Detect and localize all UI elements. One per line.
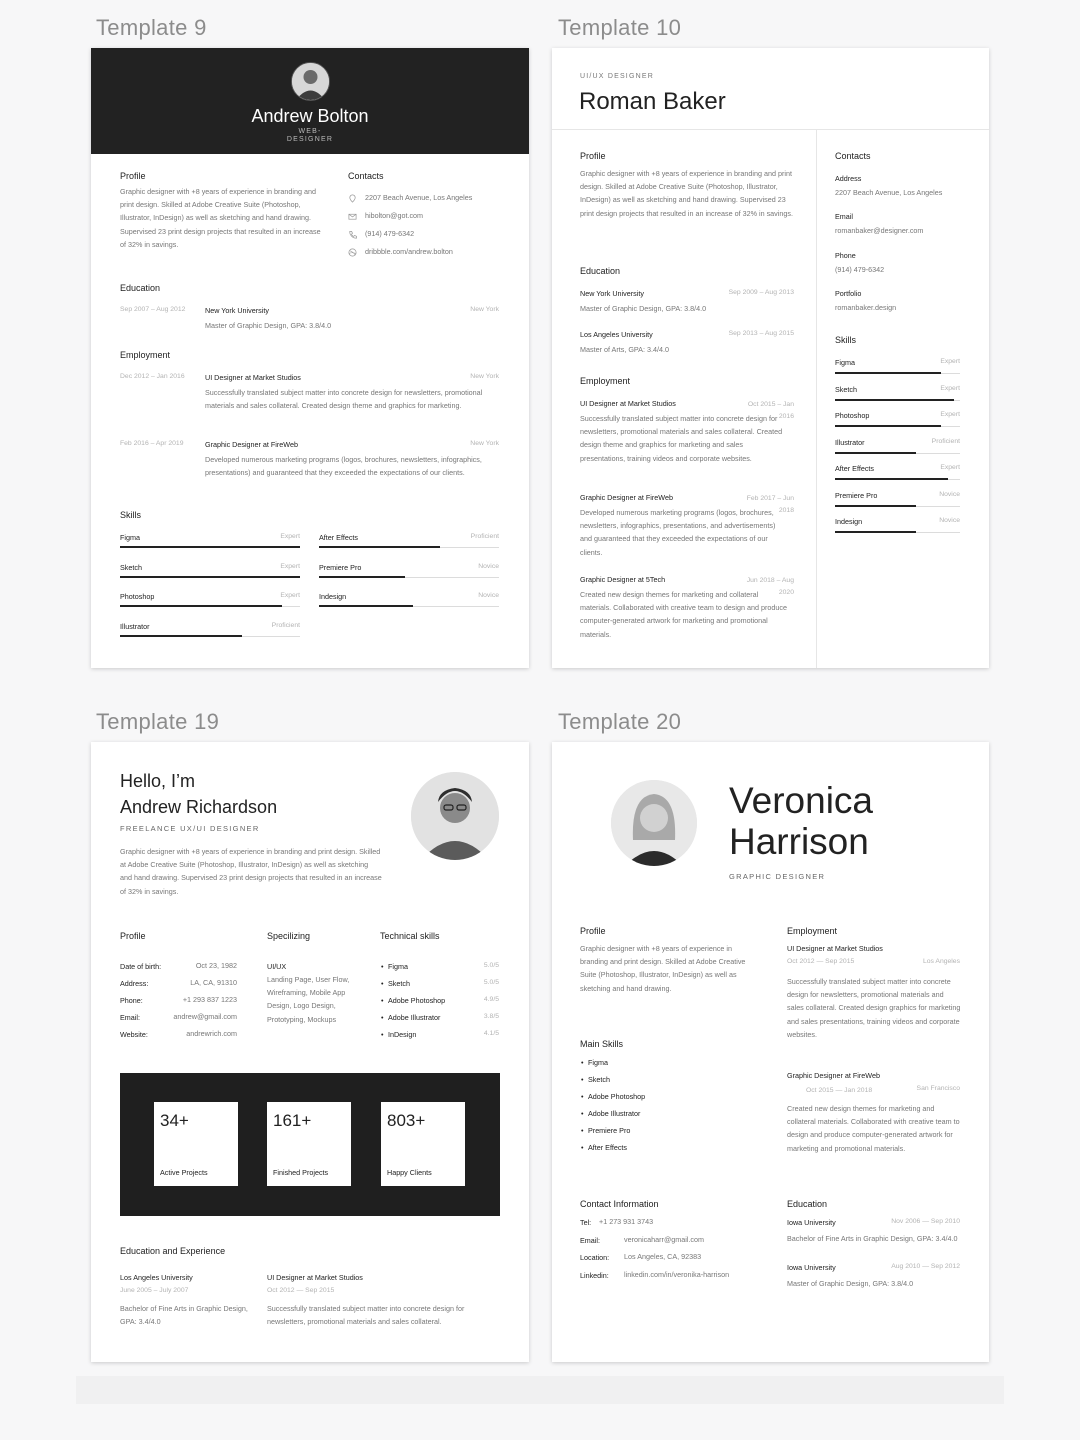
skill-name: Figma (120, 533, 140, 542)
education-heading: Education (120, 283, 161, 293)
role-line-1: WEB- (298, 128, 322, 135)
tech-skill-name: • Adobe Illustrator (388, 1013, 440, 1022)
contact-text: 2207 Beach Avenue, Los Angeles (365, 193, 473, 203)
template-19-label: Template 19 (96, 709, 220, 734)
skill-level: Novice (939, 490, 960, 498)
skill-bar (120, 635, 242, 637)
template-9-card[interactable] (91, 48, 529, 668)
skill-bar (835, 478, 948, 480)
skill-name: Sketch (120, 562, 142, 572)
job-desc: Created new design themes for marketing and collateral materials. Collaborated with creative team to design and produce computer-generated artwork for marketing and promotional materials. (787, 1104, 960, 1153)
job-date: Feb 2016 – Apr 2019 (120, 440, 184, 447)
job-title: Graphic Designer at FireWeb (580, 493, 673, 502)
profile-heading: Profile (580, 151, 606, 161)
avatar (291, 62, 330, 101)
tech-skill-score: 4.1/5 (483, 1030, 499, 1037)
contact-item[interactable] (348, 225, 472, 243)
contact-item[interactable] (348, 243, 472, 261)
greeting: Hello, I’m (120, 771, 196, 791)
skill-level: Expert (940, 464, 960, 471)
column-divider (816, 129, 817, 668)
template-10-label: Template 10 (558, 15, 682, 40)
skill-item: • Figma (588, 1058, 608, 1067)
skill-bar (835, 399, 954, 401)
contact-item[interactable] (348, 189, 472, 207)
edu-date: June 2005 – July 2007 (120, 1287, 189, 1294)
skill-bar (835, 425, 941, 427)
job-date: Dec 2012 – Jan 2016 (120, 373, 185, 380)
skill-name: After Effects (835, 464, 875, 473)
profile-value: Oct 23, 1982 (195, 961, 237, 970)
contact-value: romanbaker.design (835, 302, 897, 312)
exp-date: Oct 2012 — Sep 2015 (267, 1287, 335, 1294)
job-date: Oct 2012 — Sep 2015 (787, 958, 855, 965)
profile-value: andrewrich.com (186, 1029, 237, 1038)
skill-name: Indesign (835, 517, 863, 526)
avatar (611, 780, 697, 866)
profile-heading: Profile (120, 931, 146, 941)
role: FREELANCE UX/UI DESIGNER (120, 824, 260, 833)
profile-value: +1 293 837 1223 (182, 995, 237, 1004)
tech-skill-name: • Figma (388, 962, 408, 971)
skill-bar (319, 576, 405, 578)
skill-item: • Sketch (588, 1075, 610, 1084)
role: GRAPHIC DESIGNER (729, 872, 826, 881)
education-heading: Education (787, 1199, 828, 1209)
skill-name: Sketch (835, 384, 857, 394)
contact-label: Address (835, 174, 862, 183)
profile-heading: Profile (580, 926, 606, 936)
exp-title: UI Designer at Market Studios (267, 1273, 363, 1282)
skill-level: Expert (280, 592, 300, 599)
last-name: Harrison (729, 821, 869, 862)
skills-heading: Skills (835, 335, 857, 345)
stat-label: Finished Projects (273, 1168, 329, 1177)
skills-heading: Skills (120, 510, 142, 520)
contacts-heading: Contacts (835, 151, 871, 161)
tech-skills-heading: Technical skills (380, 931, 440, 941)
phone-icon (348, 230, 357, 239)
edu-city: New York (470, 306, 499, 313)
profile-label: Date of birth: (120, 962, 162, 971)
skill-level: Expert (940, 384, 960, 392)
skill-bar (120, 576, 300, 578)
skill-bar (120, 605, 282, 607)
mail-icon (348, 212, 357, 221)
edu-title: Los Angeles University (580, 330, 653, 339)
skill-level: Expert (280, 533, 300, 540)
contact-label: Phone (835, 250, 856, 260)
job-desc: Successfully translated subject matter into concrete design for newsletters, promotional materials and sales collateral. Created design graphics for marketing and sales presentations, training videos and corporate websites. (787, 977, 961, 1039)
role: UI/UX DESIGNER (580, 73, 654, 80)
skill-name: Indesign (319, 592, 347, 601)
edu-desc: Bachelor of Fine Arts in Graphic Design, GPA: 3.4/4.0 (787, 1234, 958, 1243)
edu-desc: Master of Graphic Design, GPA: 3.8/4.0 (787, 1279, 914, 1288)
contact-value: (914) 479-6342 (835, 264, 885, 274)
edu-title: New York University (580, 289, 644, 298)
skill-name: Photoshop (120, 592, 155, 601)
profile-heading: Profile (120, 171, 146, 181)
job-city: Los Angeles (922, 958, 960, 965)
template-10-card[interactable] (552, 48, 989, 668)
contact-label: Tel: (580, 1218, 592, 1227)
edu-desc: Master of Arts, GPA: 3.4/4.0 (580, 345, 669, 354)
edu-date: Sep 2009 – Aug 2013 (728, 289, 794, 296)
skill-bar (120, 546, 300, 548)
education-heading: Education (580, 266, 621, 276)
profile-value: LA, CA, 91310 (190, 978, 237, 987)
skill-level: Expert (940, 358, 960, 365)
skill-name: Figma (835, 358, 855, 367)
contact-label: Location: (580, 1253, 610, 1262)
edu-desc: Master of Graphic Design, GPA: 3.8/4.0 (580, 304, 707, 313)
stat-label: Happy Clients (387, 1168, 432, 1177)
skill-bar (835, 505, 916, 507)
job-title: Graphic Designer at FireWeb (787, 1071, 880, 1080)
job-desc: Developed numerous marketing programs (logos, brochures, newsletters, infographics, presentations, and advertisements) and guaranteed that they exceeded the expectations of our clients. (580, 508, 776, 557)
stat-value: 34+ (160, 1111, 189, 1130)
specializing-heading: Specilizing (267, 931, 311, 941)
contact-item[interactable] (348, 207, 472, 225)
stat-label: Active Projects (160, 1168, 208, 1177)
employment-heading: Employment (120, 350, 171, 360)
skills-heading: Main Skills (580, 1039, 624, 1049)
skill-item: • Adobe Illustrator (588, 1109, 640, 1118)
edu-desc: Bachelor of Fine Arts in Graphic Design, GPA: 3.4/4.0 (120, 1304, 248, 1327)
skill-level: Proficient (470, 533, 499, 540)
contact-label: Email (835, 212, 853, 222)
contact-value[interactable]: +1 273 931 3743 (599, 1217, 654, 1226)
avatar (411, 772, 499, 860)
skill-level: Novice (939, 517, 960, 524)
contact-label: Email: (580, 1235, 600, 1245)
contact-value[interactable]: veronicaharr@gmail.com (624, 1234, 704, 1244)
contact-value[interactable]: Los Angeles, CA, 92383 (624, 1252, 702, 1261)
profile-text: Graphic designer with +8 years of experience in branding and print design. Skilled at Adobe Creative Suite (Photoshop, Illustrator, InDesign) as well as sketching and hand drawing. Supervised 23 print design projects that resulted in an increase of 32% in savings. (580, 169, 793, 218)
contacts-list (348, 189, 472, 261)
edu-title: New York University (205, 306, 269, 315)
skill-level: Expert (280, 562, 300, 570)
contacts-heading: Contacts (348, 171, 384, 181)
template-20-label: Template 20 (558, 709, 682, 734)
profile-value: andrew@gmail.com (173, 1012, 237, 1021)
skill-name: Premiere Pro (319, 562, 362, 572)
skill-name: Illustrator (120, 621, 150, 631)
tech-skill-name: • InDesign (388, 1030, 416, 1039)
edu-date: Sep 2013 – Aug 2015 (728, 330, 794, 337)
job-desc: Successfully translated subject matter into concrete design for newsletters, promotional materials and sales collateral. Created design theme and graphics for marketing and sales presentations, training videos and corporate websites. (580, 414, 783, 463)
stat-value: 161+ (273, 1111, 312, 1130)
skill-level: Expert (940, 411, 960, 418)
tech-skill-score: 5.0/5 (483, 962, 499, 969)
skill-bar (835, 452, 916, 454)
skill-level: Proficient (271, 621, 300, 629)
skill-name: Illustrator (835, 437, 865, 447)
profile-label: Website: (120, 1030, 148, 1039)
stat-value: 803+ (387, 1111, 426, 1130)
template-9-label: Template 9 (96, 15, 207, 40)
location-icon (348, 194, 357, 203)
job-title: Graphic Designer at FireWeb (205, 440, 298, 449)
edu-title: Los Angeles University (120, 1273, 193, 1282)
spec-title: UI/UX (267, 962, 287, 971)
contact-heading: Contact Information (580, 1199, 659, 1209)
skill-name: Photoshop (835, 411, 870, 420)
exp-desc: Successfully translated subject matter into concrete design for newsletters, promotional materials and sales collateral. (267, 1304, 465, 1327)
intro-text: Graphic designer with +8 years of experience in branding and print design. Skilled at Adobe Creative Suite (Photoshop, Illustrator, InDesign) as well as sketching and hand drawing. Supervised 23 print design projects that resulted in an increase of 32% in savings. (120, 847, 382, 896)
profile-text: Graphic designer with +8 years of experience in branding and print design. Skilled at Adobe Creative Suite (Photoshop, Illustrator, InDesign) as well as sketching and hand drawing. (580, 944, 746, 993)
role-line-2: DESIGNER (286, 136, 334, 143)
job-desc: Created new design themes for marketing and collateral materials. Collaborated with creative team to design and produce computer-generated artwork for marketing and promotional materials. (580, 590, 787, 639)
contact-value: romanbaker@designer.com (835, 226, 924, 236)
job-city: New York (470, 440, 499, 447)
skill-item: • Premiere Pro (588, 1126, 630, 1135)
tech-skill-score: 4.9/5 (483, 996, 499, 1003)
contact-text: dribbble.com/andrew.bolton (365, 247, 453, 257)
template-19-card[interactable] (91, 742, 529, 1362)
skill-name: Premiere Pro (835, 490, 878, 500)
divider (552, 129, 989, 130)
job-date: Oct 2015 — Jan 2018 (806, 1087, 873, 1094)
job-title: UI Designer at Market Studios (205, 373, 301, 382)
employment-heading: Employment (787, 926, 838, 936)
edu-date: Nov 2006 — Sep 2010 (891, 1218, 960, 1225)
page-footer-strip (76, 1376, 1004, 1404)
profile-label: Address: (120, 979, 149, 988)
name: Andrew Bolton (251, 106, 369, 126)
contact-label: Linkedin: (580, 1270, 609, 1280)
edu-date: Aug 2010 — Sep 2012 (891, 1263, 960, 1270)
skill-bar (319, 605, 413, 607)
first-name: Veronica (729, 780, 873, 821)
job-city: New York (470, 373, 499, 380)
job-title: UI Designer at Market Studios (580, 399, 676, 408)
job-title: Graphic Designer at 5Tech (580, 575, 666, 584)
tech-skill-score: 5.0/5 (483, 979, 499, 986)
edu-title: Iowa University (787, 1263, 836, 1272)
skill-level: Novice (478, 592, 499, 599)
edu-desc: Master of Graphic Design, GPA: 3.8/4.0 (205, 321, 332, 330)
job-date: Jun 2018 – Aug 2020 (746, 577, 794, 596)
profile-label: Phone: (120, 996, 143, 1005)
job-desc: Developed numerous marketing programs (logos, brochures, newsletters, infographics, presentations) and guaranteed that they exceeded the expectations of our clients. (205, 455, 482, 478)
job-desc: Successfully translated subject matter into concrete design for newsletters, promotional materials and sales collateral. Created design theme and graphics for marketing. (205, 388, 483, 411)
spec-text: Landing Page, User Flow, Wireframing, Mobile App Design, Logo Design, Prototyping, Mockups (267, 975, 350, 1024)
name: Roman Baker (579, 88, 726, 115)
skill-bar (319, 546, 440, 548)
contact-label: Portfolio (835, 288, 862, 298)
edu-date: Sep 2007 – Aug 2012 (120, 306, 186, 313)
skill-name: After Effects (319, 533, 359, 542)
edu-exp-heading: Education and Experience (120, 1246, 226, 1256)
contact-text: hibolton@got.com (365, 211, 424, 221)
template-20-card[interactable] (552, 742, 989, 1362)
tech-skill-name: • Sketch (388, 979, 410, 988)
contact-value[interactable]: linkedin.com/in/veronika-harrison (624, 1269, 730, 1279)
job-city: San Francisco (916, 1085, 960, 1092)
job-date: Oct 2015 – Jan 2016 (747, 401, 794, 420)
skill-level: Proficient (931, 437, 960, 445)
profile-label: Email: (120, 1013, 140, 1022)
tech-skill-score: 3.8/5 (483, 1013, 499, 1020)
edu-title: Iowa University (787, 1218, 836, 1227)
job-date: Feb 2017 – Jun 2018 (746, 495, 794, 514)
profile-text: Graphic designer with +8 years of experience in branding and print design. Skilled at Adobe Creative Suite (Photoshop, Illustrator, InDesign) as well as sketching and hand drawing. Supervised 23 print design projects that resulted in an increase of 32% in savings. (120, 187, 321, 249)
skill-item: • Adobe Photoshop (588, 1092, 645, 1101)
contact-text: (914) 479-6342 (365, 229, 415, 239)
dribbble-icon (348, 248, 357, 257)
skill-level: Novice (478, 562, 499, 570)
skill-bar (835, 531, 916, 533)
skill-item: • After Effects (588, 1143, 627, 1152)
skill-bar (835, 372, 941, 374)
contact-value: 2207 Beach Avenue, Los Angeles (835, 188, 943, 197)
job-title: UI Designer at Market Studios (787, 944, 883, 953)
tech-skill-name: • Adobe Photoshop (388, 996, 445, 1005)
employment-heading: Employment (580, 376, 631, 386)
name: Andrew Richardson (120, 797, 278, 817)
